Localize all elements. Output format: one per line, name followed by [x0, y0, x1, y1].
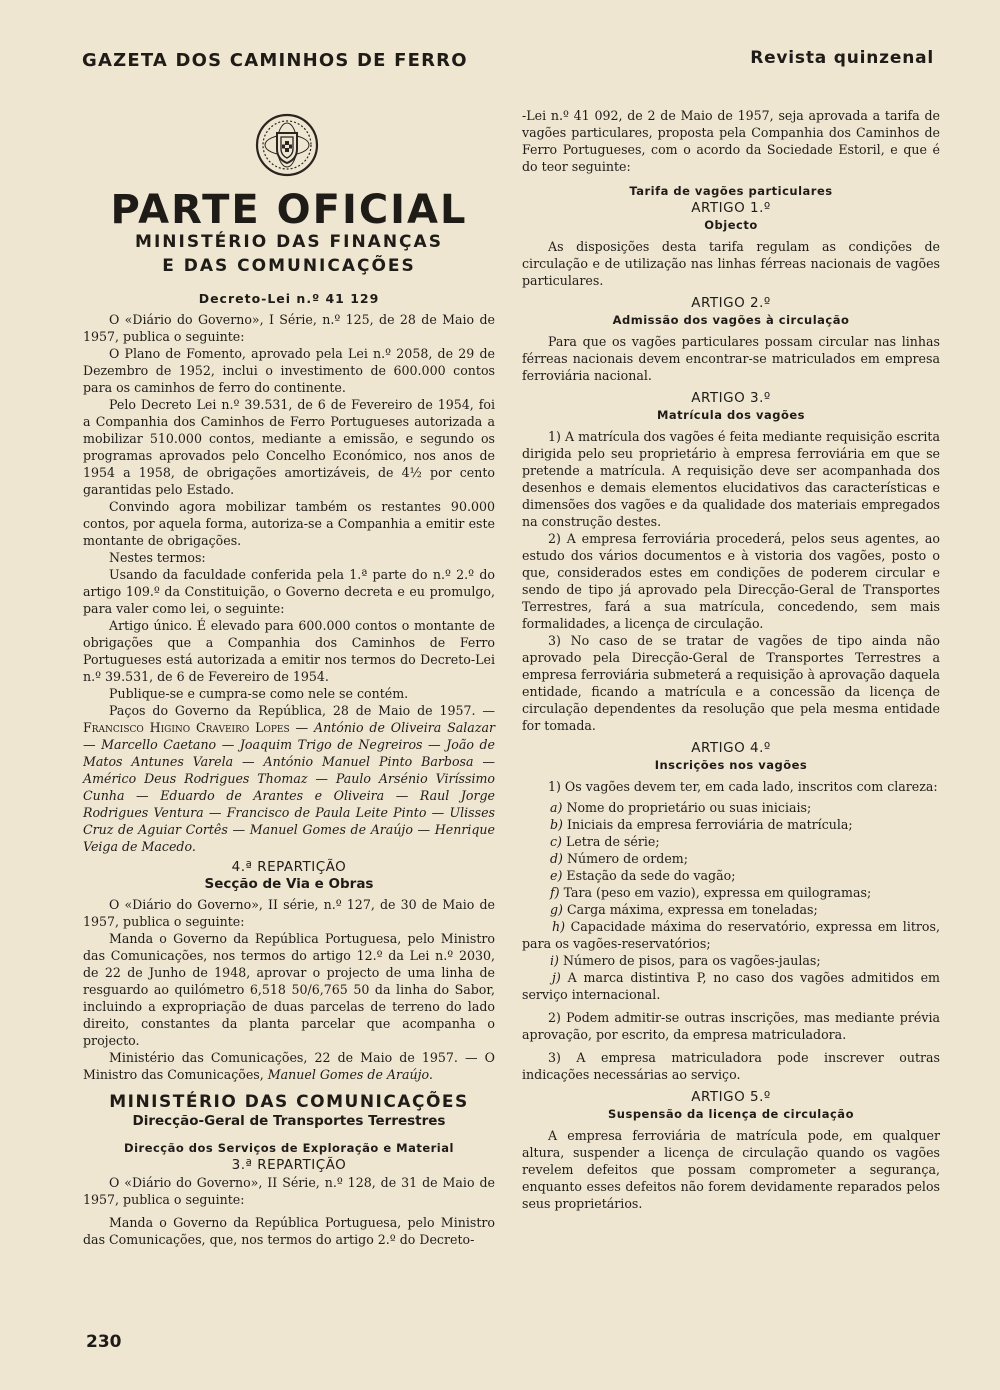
list-text: Iniciais da empresa ferroviária de matrícula;	[567, 817, 853, 832]
ministry-heading-line1: MINISTÉRIO DAS FINANÇAS	[135, 232, 443, 252]
list-marker: c)	[550, 834, 562, 849]
paragraph: O «Diário do Governo», I Série, n.º 125, de 28 de Maio de 1957, publica o seguinte:	[83, 312, 495, 344]
paragraph: Manda o Governo da República Portuguesa, pelo Ministro das Comunicações, que, nos termos do artigo 2.º do Decreto-	[83, 1215, 495, 1247]
paragraph: 2) Podem admitir-se outras inscrições, mas mediante prévia aprovação, por escrito, da empresa matriculadora.	[522, 1010, 940, 1042]
article-heading: ARTIGO 4.º	[691, 740, 771, 756]
paragraph: O Plano de Fomento, aprovado pela Lei n.º 2058, de 29 de Dezembro de 1952, inclui o investimento de 600.000 contos para os caminhos de ferro do continente.	[83, 346, 495, 395]
list-marker: f)	[550, 885, 560, 900]
paragraph: Convindo agora mobilizar também os restantes 90.000 contos, por aquela forma, autoriza-se a Companhia a emitir este montante de obrigações.	[83, 499, 495, 548]
list-item	[522, 918, 940, 952]
inscription-list	[522, 799, 940, 1003]
list-marker: h)	[552, 919, 566, 934]
article-title: Inscrições nos vagões	[654, 758, 808, 772]
list-marker: j)	[552, 970, 561, 985]
paragraph: Para que os vagões particulares possam circular nas linhas férreas nacionais devem encontrar-se matriculados em empresa ferroviária nacional.	[522, 334, 940, 383]
dispatch-text: Ministério das Comunicações, 22 de Maio de 1957. — O Ministro das Comunicações,	[83, 1050, 495, 1082]
list-item	[522, 969, 940, 1003]
reparticao-heading: 4.ª REPARTIÇÃO	[231, 859, 347, 875]
list-marker: g)	[550, 902, 563, 917]
page-number: 230	[86, 1332, 122, 1352]
article-heading: ARTIGO 1.º	[691, 200, 771, 216]
paragraph: Publique-se e cumpra-se como nele se contém.	[109, 686, 409, 701]
paragraph: O «Diário do Governo», II Série, n.º 128, de 31 de Maio de 1957, publica o seguinte:	[83, 1175, 495, 1207]
seccao-heading: Secção de Via e Obras	[204, 876, 374, 892]
president-name: Francisco Higino Craveiro Lopes	[83, 720, 290, 735]
publication-title: GAZETA DOS CAMINHOS DE FERRO	[82, 50, 468, 71]
list-text: Número de pisos, para os vagões-jaulas;	[562, 953, 821, 968]
directorate-heading: Direcção-Geral de Transportes Terrestres	[132, 1113, 446, 1129]
paragraph: Manda o Governo da República Portuguesa, pelo Ministro das Comunicações, nos termos do artigo 12.º da Lei n.º 2030, de 22 de Junho de 1948, aprovar o projecto de uma linha de resguardo ao quilómetro 6,518 50/6,765 50 da linha do Sabor, incluindo a expropriação de duas parcelas de terreno do lado direito, constantes da planta parcelar que acompanha o projecto.	[83, 931, 495, 1048]
list-item	[522, 901, 940, 918]
article-heading: ARTIGO 2.º	[691, 295, 771, 311]
list-marker: a)	[550, 800, 563, 815]
paragraph: 1) A matrícula dos vagões é feita mediante requisição escrita dirigida pelo seu proprietário à empresa ferroviária em que se pretende a matrícula. A requisição deve ser acompanhada dos desenhos e demais elementos elucidativos das características e dimensões dos vagões e da qualidade dos materiais empregados na construção destes.	[522, 429, 940, 529]
article-heading: ARTIGO 5.º	[691, 1089, 771, 1105]
reparticao-heading: 3.ª REPARTIÇÃO	[231, 1157, 347, 1173]
list-text: Tara (peso em vazio), expressa em quilogramas;	[563, 885, 872, 900]
paragraph: A empresa ferroviária de matrícula pode, em qualquer altura, suspender a licença de circulação quando os vagões revelem defeitos que possam comprometer a segurança, enquanto esses defeitos não forem devidamente reparados pelos seus proprietários.	[522, 1128, 940, 1211]
signature-intro: Paços do Governo da República, 28 de Maio de 1957. —	[109, 703, 495, 718]
paragraph: Usando da faculdade conferida pela 1.ª parte do n.º 2.º do artigo 109.º da Constituição, o Governo decreta e eu promulgo, para valer como lei, o seguinte:	[83, 567, 495, 616]
list-item	[522, 799, 940, 816]
tariff-heading: Tarifa de vagões particulares	[629, 184, 833, 198]
list-item	[522, 816, 940, 833]
minister-signature: Manuel Gomes de Araújo.	[267, 1067, 433, 1082]
list-item	[522, 884, 940, 901]
paragraph: Pelo Decreto Lei n.º 39.531, de 6 de Fevereiro de 1954, foi a Companhia dos Caminhos de Ferro Portugueses autorizada a mobilizar 510.000 contos, mediante a emissão, e segundo os programas aprovados pelo Concelho Económico, nos anos de 1954 a 1958, de obrigações amortizáveis, de 4½ por cento garantidas pelo Estado.	[83, 397, 495, 497]
article-title: Admissão dos vagões à circulação	[612, 313, 850, 327]
ministry-heading-line2: E DAS COMUNICAÇÕES	[162, 256, 416, 276]
signatures-paragraph	[83, 702, 495, 855]
list-text: Nome do proprietário ou suas iniciais;	[566, 800, 812, 815]
paragraph	[83, 1049, 495, 1083]
services-directorate-heading: Direcção dos Serviços de Exploração e Material	[124, 1141, 454, 1155]
list-text: Estação da sede do vagão;	[566, 868, 736, 883]
paragraph: O «Diário do Governo», II série, n.º 127, de 30 de Maio de 1957, publica o seguinte:	[83, 897, 495, 929]
article-title: Suspensão da licença de circulação	[608, 1107, 854, 1121]
list-item	[522, 867, 940, 884]
list-marker: b)	[550, 817, 563, 832]
paragraph: 3) No caso de se tratar de vagões de tipo ainda não aprovado pela Direcção-Geral de Transportes Terrestres a empresa ferroviária submeterá a requisição à aprovação daquela entidade, ficando a matrícula e a concessão da licença de circulação dependentes da resolução que pela mesma entidade for tomada.	[522, 633, 940, 733]
list-item	[522, 952, 940, 969]
list-text: Carga máxima, expressa em toneladas;	[567, 902, 818, 917]
list-marker: d)	[550, 851, 563, 866]
decree-heading: Decreto-Lei n.º 41 129	[198, 291, 380, 306]
list-item	[522, 833, 940, 850]
list-text: Capacidade máxima do reservatório, expressa em litros, para os vagões-reservatórios;	[522, 919, 940, 951]
section-heading-parte-oficial: PARTE OFICIAL	[110, 187, 468, 233]
publication-subtitle: Revista quinzenal	[750, 48, 934, 68]
list-text: Número de ordem;	[567, 851, 688, 866]
list-marker: i)	[550, 953, 559, 968]
list-item	[522, 850, 940, 867]
right-column	[522, 107, 940, 1212]
list-marker: e)	[550, 868, 563, 883]
coat-of-arms-icon	[255, 113, 319, 177]
list-text: A marca distintiva P, no caso dos vagões admitidos em serviço internacional.	[522, 970, 940, 1002]
paragraph: 1) Os vagões devem ter, em cada lado, inscritos com clareza:	[548, 779, 938, 794]
paragraph: 2) A empresa ferroviária procederá, pelos seus agentes, ao estudo dos vários documentos e à vistoria dos vagões, posto o que, considerados estes em condições de poderem circular e sendo de tipo já aprovado pela Direcção-Geral de Transportes Terrestres, fará a sua matrícula, concedendo, sem mais formalidades, a licença de circulação.	[522, 531, 940, 631]
list-text: Letra de série;	[565, 834, 660, 849]
paragraph: 3) A empresa matriculadora pode inscrever outras indicações necessárias ao serviço.	[522, 1050, 940, 1082]
paragraph: -Lei n.º 41 092, de 2 de Maio de 1957, seja aprovada a tarifa de vagões particulares, proposta pela Companhia dos Caminhos de Ferro Portugueses, com o acordo da Sociedade Estoril, e que é do teor seguinte:	[522, 108, 940, 174]
article-title: Matrícula dos vagões	[656, 408, 806, 422]
ministry-communications-heading: MINISTÉRIO DAS COMUNICAÇÕES	[109, 1092, 469, 1112]
paragraph: As disposições desta tarifa regulam as condições de circulação e de utilização nas linhas férreas nacionais de vagões particulares.	[522, 239, 940, 288]
minister-names: — António de Oliveira Salazar — Marcello Caetano — Joaquim Trigo de Negreiros — João de Matos Antunes Varela — António Manuel Pinto Barbosa — Américo Deus Rodrigues Thomaz — Paulo Arsénio Viríssimo Cunha — Eduardo de Arantes e Oliveira — Raul Jorge Rodrigues Ventura — Francisco de Paula Leite Pinto — Ulisses Cruz de Aguiar Cortês — Manuel Gomes de Araújo — Henrique Veiga de Macedo.	[83, 720, 495, 854]
article-title: Objecto	[704, 218, 758, 232]
left-column	[83, 311, 495, 1248]
paragraph: Artigo único. É elevado para 600.000 contos o montante de obrigações que a Companhia dos Caminhos de Ferro Portugueses está autorizada a emitir nos termos do Decreto-Lei n.º 39.531, de 6 de Fevereiro de 1954.	[83, 618, 495, 684]
paragraph: Nestes termos:	[109, 550, 206, 565]
article-heading: ARTIGO 3.º	[691, 390, 771, 406]
